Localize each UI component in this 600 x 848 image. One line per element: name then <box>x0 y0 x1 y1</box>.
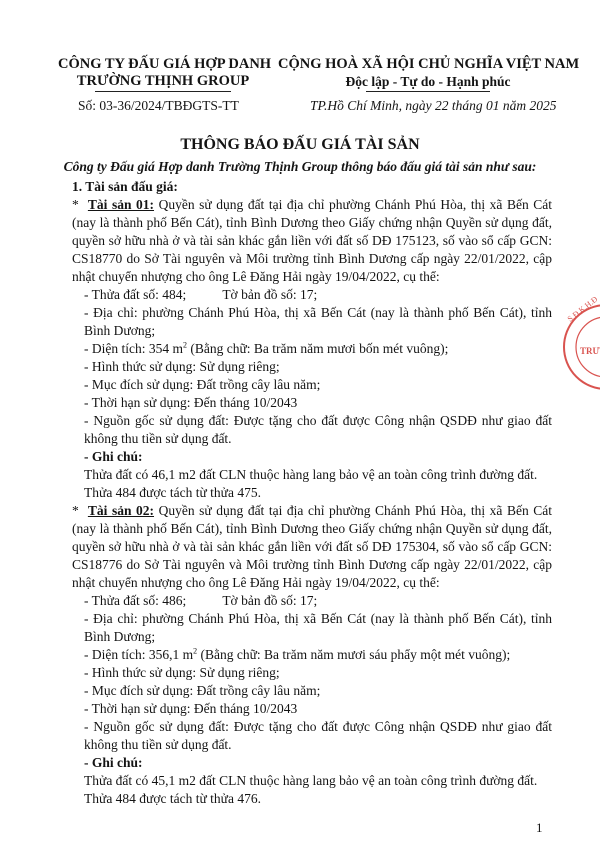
asset-2-origin: - Nguồn gốc sử dụng đất: Được tặng cho đất được Công nhận QSDĐ như giao đất không thu tiền sử dụng đất. <box>84 719 552 752</box>
organization-name-line1: CÔNG TY ĐẤU GIÁ HỢP DANH <box>58 56 272 72</box>
asset-2-address: - Địa chỉ: phường Chánh Phú Hòa, thị xã Bến Cát (nay là thành phố Bến Cát), tỉnh Bình Dương; <box>84 611 552 644</box>
document-subtitle: Công ty Đấu giá Hợp danh Trường Thịnh Group thông báo đấu giá tài sản như sau: <box>63 159 537 174</box>
organization-underline <box>95 91 231 92</box>
seal-text-middle: TRƯ <box>580 346 600 356</box>
asset-2-parcel: - Thửa đất số: 486; <box>84 593 187 608</box>
document-date: TP.Hồ Chí Minh, ngày 22 tháng 01 năm 2025 <box>310 98 557 113</box>
page-number: 1 <box>536 820 543 835</box>
asset-2-term: - Thời hạn sử dụng: Đến tháng 10/2043 <box>84 701 298 716</box>
asset-1-label: Tài sản 01: <box>87 197 155 212</box>
asset-1-description <box>72 196 552 286</box>
asset-1-area-words: (Bằng chữ: Ba trăm năm mươi bốn mét vuông); <box>186 341 449 356</box>
asset-1-purpose: - Mục đích sử dụng: Đất trồng cây lâu năm; <box>84 377 321 392</box>
asset-1-parcel-line <box>72 286 552 304</box>
seal-text-top: S.Đ.K.H.Đ <box>565 294 600 324</box>
asset-2-bullet: * <box>72 503 79 518</box>
asset-1-map-sheet: Tờ bản đồ số: 17; <box>222 287 318 302</box>
document-title: THÔNG BÁO ĐẤU GIÁ TÀI SẢN <box>180 136 420 153</box>
asset-1-note-heading: - Ghi chú: <box>84 449 143 464</box>
asset-2-parcel-line <box>72 592 552 610</box>
asset-2-area <box>72 646 552 664</box>
asset-2-area-words: (Bằng chữ: Ba trăm năm mươi sáu phẩy một mét vuông); <box>197 647 511 662</box>
document-body <box>72 178 552 808</box>
asset-1-parcel: - Thửa đất số: 484; <box>84 287 187 302</box>
asset-2-area-unit-sup: 2 <box>193 646 198 656</box>
organization-name-line2: TRƯỜNG THỊNH GROUP <box>76 73 250 89</box>
asset-2-note-1: Thửa đất có 45,1 m2 đất CLN thuộc hàng lang bảo vệ an toàn công trình đường đất. <box>84 773 538 788</box>
motto-underline <box>366 91 490 92</box>
asset-2-purpose: - Mục đích sử dụng: Đất trồng cây lâu năm; <box>84 683 321 698</box>
asset-2-map-sheet: Tờ bản đồ số: 17; <box>222 593 318 608</box>
national-title: CỘNG HOÀ XÃ HỘI CHỦ NGHĨA VIỆT NAM <box>278 56 580 72</box>
asset-1-term: - Thời hạn sử dụng: Đến tháng 10/2043 <box>84 395 298 410</box>
asset-2-note-2: Thửa 484 được tách từ thửa 476. <box>84 791 261 806</box>
asset-2-text: Quyền sử dụng đất tại địa chỉ phường Chánh Phú Hòa, thị xã Bến Cát (nay là thành phố Bến Cát), tỉnh Bình Dương theo Giấy chứng nhận Quyền sử dụng đất, quyền sở hữu nhà ở và tài sản khác gắn liền với đất số DĐ 175304, số vào sổ cấp GCN: CS18776 do Sở Tài nguyên và Môi trường tỉnh Bình Dương cấp ngày 22/01/2022, cập nhật chuyển nhượng cho ông Lê Đăng Hải ngày 19/04/2022, cụ thể: <box>72 503 553 590</box>
document-number: Số: 03-36/2024/TBĐGTS-TT <box>78 98 239 113</box>
asset-2-note-heading: - Ghi chú: <box>84 755 143 770</box>
national-motto: Độc lập - Tự do - Hạnh phúc <box>345 74 511 89</box>
asset-1-address: - Địa chỉ: phường Chánh Phú Hòa, thị xã Bến Cát (nay là thành phố Bến Cát), tỉnh Bình Dương; <box>84 305 552 338</box>
asset-1-note-1: Thửa đất có 46,1 m2 đất CLN thuộc hàng lang bảo vệ an toàn công trình đường đất. <box>84 467 538 482</box>
asset-1-area <box>72 340 552 358</box>
asset-1-bullet: * <box>72 197 79 212</box>
asset-1-area-value: - Diện tích: 354 m <box>84 341 183 356</box>
asset-1-text: Quyền sử dụng đất tại địa chỉ phường Chánh Phú Hòa, thị xã Bến Cát (nay là thành phố Bến Cát), tỉnh Bình Dương theo Giấy chứng nhận Quyền sử dụng đất, quyền sở hữu nhà ở và tài sản khác gắn liền với đất số DĐ 175123, số vào sổ cấp GCN: CS18770 do Sở Tài nguyên và Môi trường tỉnh Bình Dương cấp ngày 22/01/2022, cập nhật chuyển nhượng cho ông Lê Đăng Hải ngày 19/04/2022, cụ thể: <box>72 197 553 284</box>
asset-2-area-value: - Diện tích: 356,1 m <box>84 647 194 662</box>
asset-1-area-unit-sup: 2 <box>182 340 187 350</box>
company-seal-stamp <box>560 292 600 402</box>
asset-1-note-2: Thửa 484 được tách từ thửa 475. <box>84 485 261 500</box>
asset-1-origin: - Nguồn gốc sử dụng đất: Được tặng cho đất được Công nhận QSDĐ như giao đất không thu tiền sử dụng đất. <box>84 413 552 446</box>
asset-1-usage-form: - Hình thức sử dụng: Sử dụng riêng; <box>84 359 280 374</box>
national-header <box>278 56 578 90</box>
asset-2-description <box>72 502 552 592</box>
asset-2-label: Tài sản 02: <box>87 503 155 518</box>
section-heading: 1. Tài sản đấu giá: <box>72 179 178 194</box>
asset-2-usage-form: - Hình thức sử dụng: Sử dụng riêng; <box>84 665 280 680</box>
organization-header <box>58 56 272 90</box>
